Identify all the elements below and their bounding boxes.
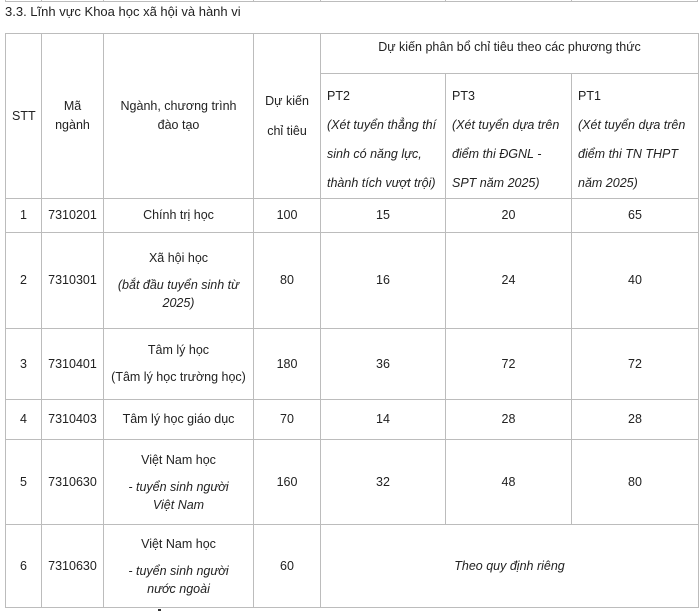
header-quota: [254, 34, 321, 199]
cell-pt1: 40: [572, 233, 699, 329]
cell-program: [104, 329, 254, 400]
program-note: (bắt đầu tuyển sinh từ 2025): [117, 278, 240, 310]
header-method-pt2: [321, 74, 446, 199]
table-row: [6, 440, 699, 525]
header-program: Ngành, chương trình đào tạo: [104, 34, 254, 199]
cell-quota: 60: [254, 525, 321, 608]
cell-code: 7310403: [42, 400, 104, 440]
method-description: (Xét tuyển dựa trên điểm thi ĐGNL - SPT năm 2025): [452, 118, 560, 190]
column-divider: [445, 0, 446, 1]
column-divider: [320, 0, 321, 1]
program-note: - tuyển sinh người nước ngoài: [128, 563, 229, 596]
previous-table-bottom-edge: [5, 0, 698, 2]
header-method-pt1: [572, 74, 699, 199]
header-quota-label: Dự kiến chỉ tiêu: [265, 94, 309, 138]
cell-pt1: 65: [572, 199, 699, 233]
cell-program: [104, 525, 254, 608]
cell-quota: 80: [254, 233, 321, 329]
program-name: Xã hội học: [148, 251, 209, 265]
cell-pt2: 15: [321, 199, 446, 233]
cell-stt: 1: [6, 199, 42, 233]
table-row: [6, 400, 699, 440]
cell-quota: 70: [254, 400, 321, 440]
cell-pt1: 80: [572, 440, 699, 525]
cell-quota: 180: [254, 329, 321, 400]
quota-allocation-table: [5, 33, 699, 608]
column-divider: [571, 0, 572, 1]
cell-stt: 6: [6, 525, 42, 608]
header-row-top: [6, 34, 699, 74]
program-name: Tâm lý học: [147, 343, 210, 357]
header-stt: STT: [6, 34, 42, 199]
cell-stt: 3: [6, 329, 42, 400]
table-row: [6, 233, 699, 329]
cell-program: [104, 199, 254, 233]
column-divider: [253, 0, 254, 1]
cell-code: 7310201: [42, 199, 104, 233]
table-row: [6, 525, 699, 608]
cell-code: 7310630: [42, 525, 104, 608]
cell-program: [104, 400, 254, 440]
cell-program: [104, 440, 254, 525]
cell-pt2: 32: [321, 440, 446, 525]
program-name: Tâm lý học giáo dục: [122, 412, 235, 426]
column-divider: [103, 0, 104, 1]
cell-pt3: 28: [446, 400, 572, 440]
table-row: [6, 199, 699, 233]
section-title: 3.3. Lĩnh vực Khoa học xã hội và hành vi: [5, 4, 241, 19]
cell-quota: 160: [254, 440, 321, 525]
method-code: PT1: [578, 89, 601, 103]
method-description: (Xét tuyển thẳng thí sinh có năng lực, thành tích vượt trội): [327, 118, 437, 190]
cell-pt3: 48: [446, 440, 572, 525]
header-method-pt3: [446, 74, 572, 199]
header-code: Mã ngành: [42, 34, 104, 199]
method-code: PT3: [452, 89, 475, 103]
method-description: (Xét tuyển dựa trên điểm thi TN THPT năm 2025): [578, 118, 686, 190]
cell-pt2: 14: [321, 400, 446, 440]
cell-code: 7310630: [42, 440, 104, 525]
cell-pt3: 24: [446, 233, 572, 329]
program-name: Chính trị học: [143, 208, 214, 222]
text-fragment-below-table: [158, 609, 161, 611]
cell-pt2: 36: [321, 329, 446, 400]
cell-pt2: 16: [321, 233, 446, 329]
cell-pt3: 20: [446, 199, 572, 233]
program-name: Việt Nam học: [141, 536, 216, 551]
header-allocation-group: Dự kiến phân bổ chỉ tiêu theo các phương thức: [321, 34, 699, 74]
cell-quota: 100: [254, 199, 321, 233]
cell-stt: 2: [6, 233, 42, 329]
table-row: [6, 329, 699, 400]
cell-program: [104, 233, 254, 329]
cell-pt1: 72: [572, 329, 699, 400]
cell-merged-allocation: Theo quy định riêng: [321, 525, 699, 608]
cell-stt: 5: [6, 440, 42, 525]
cell-code: 7310301: [42, 233, 104, 329]
program-note: (Tâm lý học trường học): [111, 370, 246, 384]
cell-pt1: 28: [572, 400, 699, 440]
program-name: Việt Nam học: [141, 452, 216, 467]
column-divider: [41, 0, 42, 1]
method-code: PT2: [327, 89, 350, 103]
cell-pt3: 72: [446, 329, 572, 400]
cell-code: 7310401: [42, 329, 104, 400]
program-note: - tuyển sinh người Việt Nam: [128, 479, 229, 512]
cell-stt: 4: [6, 400, 42, 440]
